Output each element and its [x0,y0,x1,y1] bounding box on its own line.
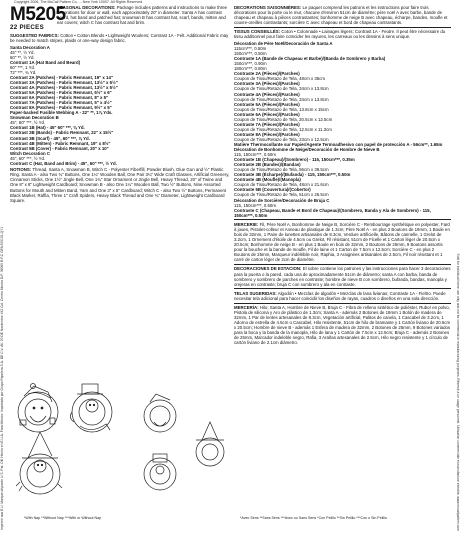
yardage-line: Contrast 3A (Patches) - Fabric Remnant, 13½" x 5½" [10,80,118,86]
yardage-line: Contraste 6A (Pièces)/(Parches) [234,111,300,117]
pattern-brand [10,5,66,31]
notions-heading: NOTIONS: [10,167,32,173]
yardage-line: Paper-backed Fusible Webbing A - 22" **, 1⅞ Yds. [10,110,113,116]
yardage-snowman [10,115,230,150]
yardage-line: Contrast 5A (Patches) - Fabric Remnant, 5½" x 6" [10,90,112,96]
seasonal-text: Package includes patterns and instructions to make three decorations for door or wall, each approximately 20" in diameter. Santa A has contrast beard, hat band and patched hat; snowman B has contrast hat, scarf, bands, mitten and ear covers; witch C has contrast hat and brim. [57,5,228,26]
yardage-line: Contrast 4A (Patches) - Fabric Remnant, 13½" x 5½" [10,85,118,91]
pattern-header [10,5,230,31]
yardage-line: Contraste 1B (Chapeau)/(Sombrero) - 115, 150cm***, 0.35m [234,157,355,163]
yardage-line: Coupon de Tissu/Retazo de Tela, 34cm x 13.8cm [234,86,329,92]
yardage-witch-fr-es [234,198,451,218]
yardage-line: Coupon de Tissu/Retazo de Tela, 48cm x 21.6cm [234,182,329,188]
yardage-line: 115, 150cm***, 0.50m [234,152,276,158]
yardage-line: Contraste C (Chapeau, Bande et Bord de Chapeau)/(Sombrero, Banda y Ala de Sombrero) - 115, 150cm***, 0.50m [234,207,431,218]
copyright-line: Copyright 2006, The McCall Pattern Co. ... New York 10007. All Rights Reserved. [14,0,144,4]
yardage-line: 150cm***, 0.90m [234,61,267,67]
yardage-line: Contraste 2B (Bandes)/(Bandas) [234,162,301,168]
yardage-line: Contrast 2A (Patches) - Fabric Remnant, 19" x 14" [10,74,113,80]
yardage-line: 45", 60" ***, ½ Yd. [10,155,46,161]
yardage-line: Contrast 5B (Cover) - Fabric Remnant, 20" x 10" [10,145,109,151]
side-notice-right: Sold for individual home use only and not for commercial or manufacturing purposes. Réservé à un usage personnel. Utilisation commerciale et manufacture interdite. www.mccallpattern.com [456,253,460,531]
tissus-paragraph [234,29,451,39]
yardage-line: Contraste 4A (Pièces)/(Parches) [234,91,300,97]
santa-sketch-illustration [144,394,176,432]
yardage-line: 150cm***, 0.50m [234,51,267,57]
yardage-line: Contrast 2B (Bands) - Fabric Remnant, 22" x 15½" [10,130,114,136]
telas-paragraph [234,291,451,301]
section-title: Snowman Decoration B [10,115,59,121]
yardage-line: Contraste 3B (Écharpe)/(Bufanda) - 115, 150cm***, 0.50m [234,172,351,178]
yardage-line: Contraste 2A (Pièces)/(Parches) [234,71,300,77]
merceria-paragraph [234,305,451,345]
yardage-line: Matière Thermocollante sur Papier/Agente Termoadhesivo con papel de protección A - 56cm**, 1.65m [234,142,443,147]
yardage-line: Coupon de Tissu/Retazo de Tela, 51cm x 25.5cm [234,192,329,198]
yardage-line: 115, 150cm***, 0.50m [234,202,276,208]
estacion-heading: DECORACIONES DE ESTACION: [234,266,302,272]
telas-text: Algodón • Mezclas de algodón • Mezclas de lana livianas; Contraste 1A - Fieltro. Puede necesitar tela adicional para hacer coincidir los diseños de rayas, cuadros o diseños en una sola dirección. [234,290,446,301]
yardage-line: Contraste 1A (Bande de Chapeau et Barbe)/(Banda de Sombrero y Barba) [234,56,386,62]
yardage-line: Contraste 4B (Moufle)/(Manopla) [234,177,301,183]
snowman-sketch-illustration [144,454,176,490]
yardage-line: 45", 60" ***, ½ Yd. [10,120,46,126]
pattern-number: M5205 [10,5,66,25]
witch-wreath-illustration [16,432,62,494]
divider [234,264,451,265]
yardage-snowman-fr-es [234,147,451,197]
yardage-line: 180cm***, 0.80m [234,66,267,72]
wreath-illustrations [10,382,230,506]
nap-footnote-english: *With Nap **Without Nap ***With or Without Nap [24,516,102,520]
yardage-line: Contrast 4B (Mitten) - Fabric Remnant, 19" x 8½" [10,140,111,146]
yardage-line: Coupon de Tissu/Retazo de Tela, 20.5cm x 12.5cm [234,116,333,122]
yardage-line: 72" ***, ¾ Yd. [10,69,37,75]
yardage-line: Contrast C (Hat, Band and Brim) - 45", 60" ***, ½ Yd. [10,160,117,166]
pieces-count: 22 PIECES [10,24,44,31]
mercerie-heading: MERCERIE: [234,221,259,227]
yardage-line: Contrast 1B (Hat) - 45" 60" ***, ⅜ Yd. [10,125,85,131]
yardage-line: Coupon de Tissu/Retazo de Tela, 48cm x 35cm [234,76,325,82]
yardage-line: Contraste 5A (Pièces)/(Parches) [234,101,300,107]
seasonal-heading: SEASONAL DECORATIONS: [57,5,116,10]
yardage-line: 115cm***, 0.50m [234,46,267,52]
divider [234,27,451,28]
side-notice-left: Imprimé aux E.U. Marque déposée U.S. Pat. Off. Hecho en E.U.A. Para México: Importado por Grupo Papelera S.A. DE C.V. AV. 20 DE Noviembre #42 Col. Centro Mexico D.F. 06060 R.F.C GPA 920101-QY1 [0,226,4,530]
yardage-line: Coupon de Tissu/Retazo de Tela, 56cm x 39.5cm [234,167,329,173]
mercerie-paragraph [234,222,451,262]
section-title: Décoration de Bonhomme de Neige/Decoración de Hombre de Nieve B [234,147,380,153]
merceria-text: Hilo; Santa A, Hombre de Nieve B, Bruja C - Fibra de relleno sintético de poliéster, Rubor en polvo, Pistola de silicona y Aro de plástico de 1.3cm; Santa A - además 2 Botones de 19mm 1 Bolón de madera de 32mm, 1 Par de lentes artesanales de 8.3cm, Vegetación artificial, Palitos de canela, 1 Cascabel de 3.2cm, 1 Adorno de estrella de 4.5cm o Cascabel, Hilo resistente, 51cm de hilo de bramante y 1 Cartón liviano de 20.5cm x 20.5cm; Hombre de nieve B - además 1 Esfera de madera de 32mm, 2 Botones de 25mm, 9 Botones variados para la boca y la banda de la manopla, Hilo de lana y 1 Cartón de 7.5cm x 12.5cm; Bruja C - además 2 Botones de 25mm, Marcador indeleble negro, Rafia, 3 Arañas artesanales de 2.5cm, Hilo negro resistente y 1 círculo de cartón liviano de 2.1cm diámetro. [234,305,451,346]
yardage-line: Contraste 5B (Couvertura)/(Cobertor) [234,187,311,193]
yardage-line: Contrast 1A (Hat Band and Beard) [10,59,81,65]
yardage-line: Coupon de Tissu/Retazo de Tela, 12.5cm x 11.3cm [234,126,332,132]
deco-text: Le paquet comprend les patrons et les instructions pour faire trois décorations pour la porte ou le mur, chacune d'environ 51cm de diamètre; père noël A avec barbe, bande de chapeau et chapeau à pièces contrastantes; bonhomme de neige B avec chapeau, écharpe, bandes, moufle et couvre-oreilles contrastants; sorcière C avec chapeau et bord de chapeau contrastants. [234,5,448,26]
right-column [234,5,451,525]
santa-wreath-illustration [18,384,58,433]
divider [234,219,451,220]
yardage-witch [10,151,230,166]
fabrics-heading: SUGGESTED FABRICS: [10,33,59,38]
nap-footnote-fr-es: *Avec Sens **Sans Sens ***Avec ou Sans Sens *Con Pelillo **Sin Pelillo ***Con o Sin Pelillo [240,516,387,520]
divider [234,303,451,304]
yardage-line: Contraste 8A (Pièces)/(Parches) [234,131,300,137]
estacion-paragraph [234,266,451,286]
yardage-santa [10,45,230,116]
merceria-heading: MERCERÍA: [234,305,259,311]
yardage-line: Contrast 7A (Patches) - Fabric Remnant, 5" x 4½" [10,100,112,106]
section-title: Décoration de Père Noël/Decoración de Santa A [234,41,333,47]
yardage-line: Coupon de Tissu/Retazo de Tela, 23cm x 12.5cm [234,136,329,142]
yardage-line: Contrast 8A (Patches) - Fabric Remnant, 9½" x 5" [10,105,112,111]
yardage-line: Contraste 7A (Pièces)/(Parches) [234,121,300,127]
mercerie-text: Fil, Père Noël A, Bonhomme de Neige B, Sorcière C - Rembourrage synthétique en polyester, Fard à joues, Pistolet-colleur et Anneau de plastique de 1.3cm; Père Noël A - en plus 2 Boutons de 19mm, 1 Boule en bois de 32mm, 1 Paire de lunettes artisanales de 8.3cm, Verdure artificielle, Bâtons de cannelle, 1 Grelot de 3.2cm, 1 Ornement d'étoile de 4.5cm ou Grelot, Fil résistant, 51cm de Ficelle et 1 Carton léger de 20.5cm x 20.5cm; Bonhomme de neige B - en plus 1 Boule en bois de 32mm, 2 Boutons de 25mm, 9 Boutons assortis pour la bouche et la bande de moufle, Fil de laine et 1 Carton de 7.5cm x 12.5cm; Sorcière C - en plus 2 Boutons de 25mm, Marqueur indélébile noir, Raphia, 3 Araignées artisanales de 2.5cm, Fil noir résistant et 1 carré de carton léger de 2cm de diamètre. [234,221,450,263]
fabrics-paragraph [10,33,230,43]
deco-heading: DECORATIONS SAISONNIÈRES: [234,5,302,10]
witch-sketch-illustration [196,422,224,466]
yardage-line: 60" ***, 1 Yd. [10,64,36,70]
section-title: Santa Decoration A [10,44,50,50]
tissus-text: Coton • Colonnade • Lainages légers; Contrast 1A - Feutre. Il peut être nécessaire du tissu additionnel pour faire coïncider les rayures, les carreaux ou les dessins à sens unique. [234,29,446,40]
section-title: Décoration de Sorcière/Decoración de Bruja C [234,197,330,203]
divider [234,288,451,289]
notions-paragraph [10,167,230,202]
snowman-wreath-illustration [70,384,112,432]
yardage-line: 45" **, ½ Yd. [10,49,35,55]
yardage-line: Coupon de Tissu/Retazo de Tela, 34cm x 13.8cm [234,96,329,102]
yardage-line: Contrast 3B (Scarf) - 45", 60" ***, ⅞ Yd. [10,135,90,141]
yardage-line: 60" **, ½ Yd. [10,54,35,60]
yardage-line: Contraste 3A (Pièces)/(Parches) [234,81,300,87]
notions-text: Thread, Santa A, Snowman B, Witch C - Polyester Fiberfill, Powder Blush, Glue Gun and ½" Plastic Ring. Santa A - also Two ¾" Buttons, One 1¼" Wooden Ball, One Pair 3¼" Wide Craft Glasses, Artificial Greenery, Cinnamon Sticks, One 1½" Jingle Bell, One 1¾" Star Ornament or Jingle Bell, Heavy Thread, 20" of Twine and One 8" x 8" Lightweight Cardboard; Snowman B - also One 1¼" Wooden Ball, Two ½" Buttons, Nine Assorted Buttons for Mouth and Mitten Band, Yarn and One 3" x 5" Cardboard; Witch C - also Two ½" Buttons, Permanent Black Marker, Raffia, Three 1" Craft Spiders, Heavy Black Thread and One ¾" Diameter, Lightweight Cardboard Square. [10,167,230,203]
fabrics-text: Cotton • Cotton Blends • Lightweight Woolens; Contrast 1A - Felt. Additional Fabric may be needed to match stripes, plaids or one-way design fabric. [10,33,229,44]
seasonal-description [57,5,230,31]
estacion-text: El sobre contiene los patrones y las instrucciones para hacer 3 decoraciones para la puerta o la pared, cada una de aproximadamente 51cm de diámetro; santa A con barba, banda de sombrero y sombrero de parches en contraste; hombre de nieve B con sombrero, bufanda, bandas, manopla y orejeras en contraste; bruja C con sombrero y ala en contraste. [234,266,451,287]
yardage-line: Contrast 6A (Patches) - Fabric Remnant, 8" x 5" [10,95,109,101]
section-title: Witch Decoration C [10,150,51,156]
yardage-santa-fr-es [234,41,451,147]
deco-paragraph [234,5,451,25]
telas-heading: TELAS SUGERIDAS: [234,290,277,296]
tissus-heading: TISSUS CONSEILLÉS: [234,29,281,35]
yardage-line: Coupon de Tissu/Retazo de Tela, 13.8cm x 15cm [234,106,329,112]
